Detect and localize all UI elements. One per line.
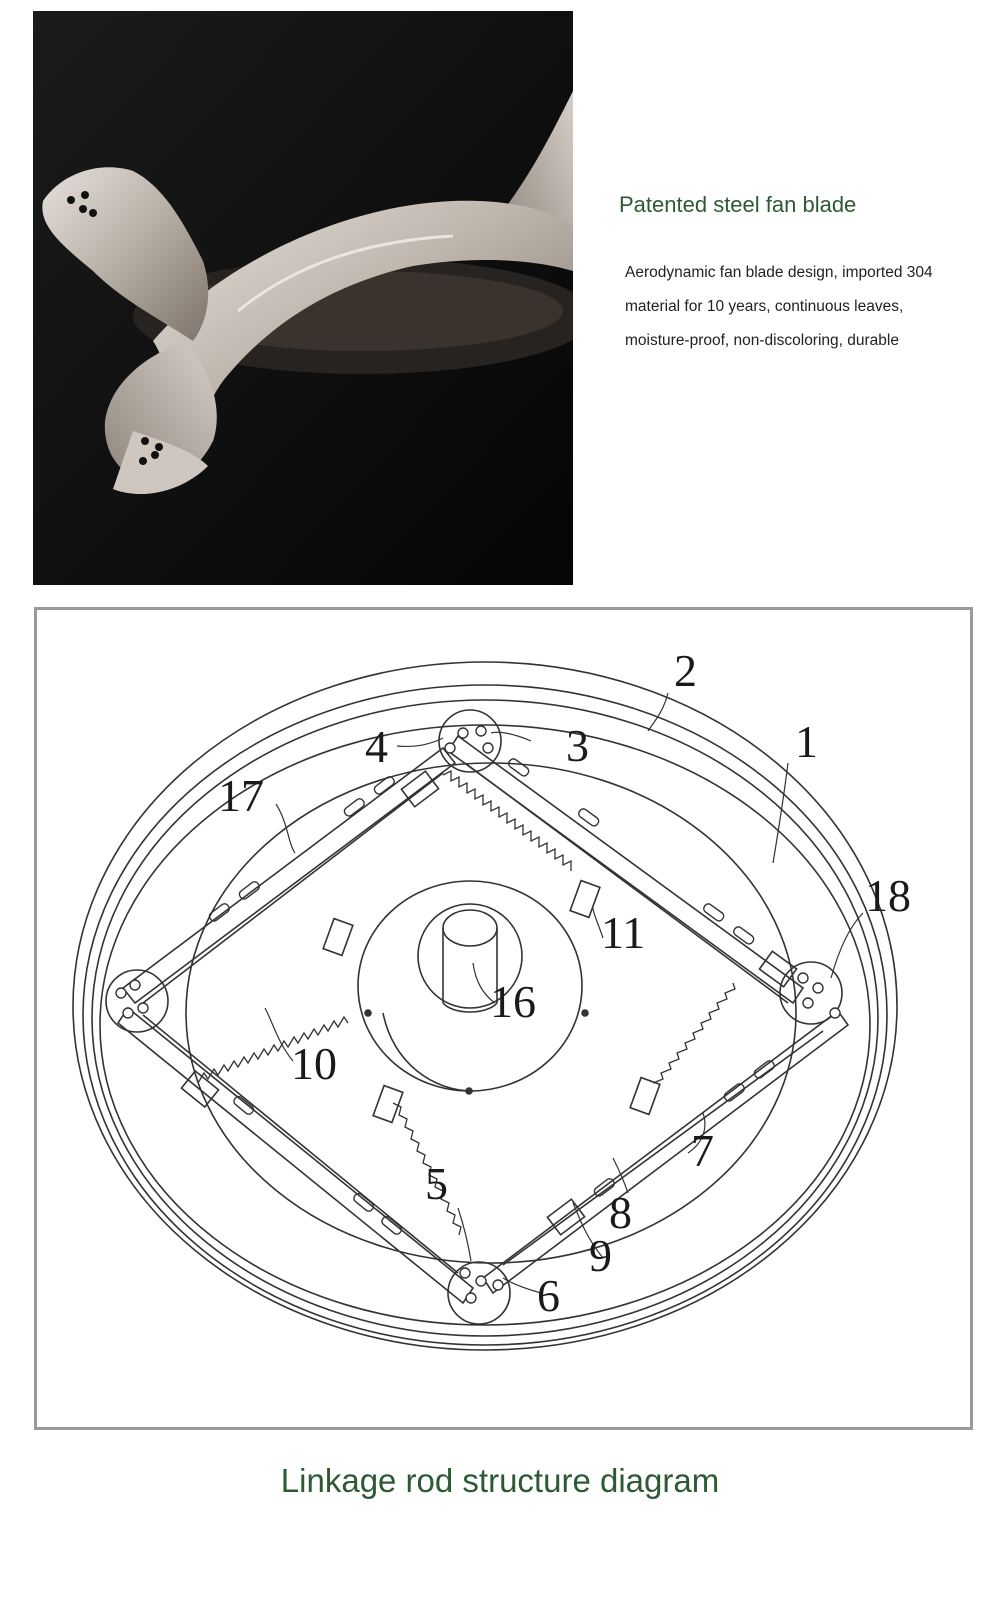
callout-label: 18	[865, 870, 911, 921]
fan-blade-photo	[33, 11, 573, 585]
feature-description-line: material for 10 years, continuous leaves,	[625, 298, 904, 315]
spring-right	[653, 983, 735, 1083]
feature-description-line: moisture-proof, non-discoloring, durable	[625, 332, 899, 349]
spring-upper	[443, 771, 571, 871]
linkage-bar-top-right	[448, 736, 803, 1003]
callout-label: 5	[425, 1158, 448, 1209]
callout-label: 10	[291, 1038, 337, 1089]
callout-label: 17	[218, 770, 264, 821]
callout-label: 9	[589, 1230, 612, 1281]
linkage-diagram-frame	[34, 607, 973, 1430]
feature-description-line: Aerodynamic fan blade design, imported 304	[625, 264, 933, 281]
callout-label: 11	[601, 907, 646, 958]
callout-label: 6	[537, 1270, 560, 1321]
callout-label: 4	[365, 721, 388, 772]
feature-title: Patented steel fan blade	[619, 192, 857, 217]
feature-description	[625, 256, 975, 358]
linkage-diagram	[37, 610, 970, 1427]
callout-label: 3	[566, 720, 589, 771]
diagram-caption: Linkage rod structure diagram	[280, 1462, 720, 1499]
callout-label: 7	[691, 1125, 714, 1176]
callout-label: 2	[674, 645, 697, 696]
central-hub	[358, 881, 582, 1091]
fan-blade-illustration	[33, 11, 573, 585]
callout-label: 16	[490, 976, 536, 1027]
callout-label: 8	[609, 1187, 632, 1238]
callout-label: 1	[795, 716, 818, 767]
